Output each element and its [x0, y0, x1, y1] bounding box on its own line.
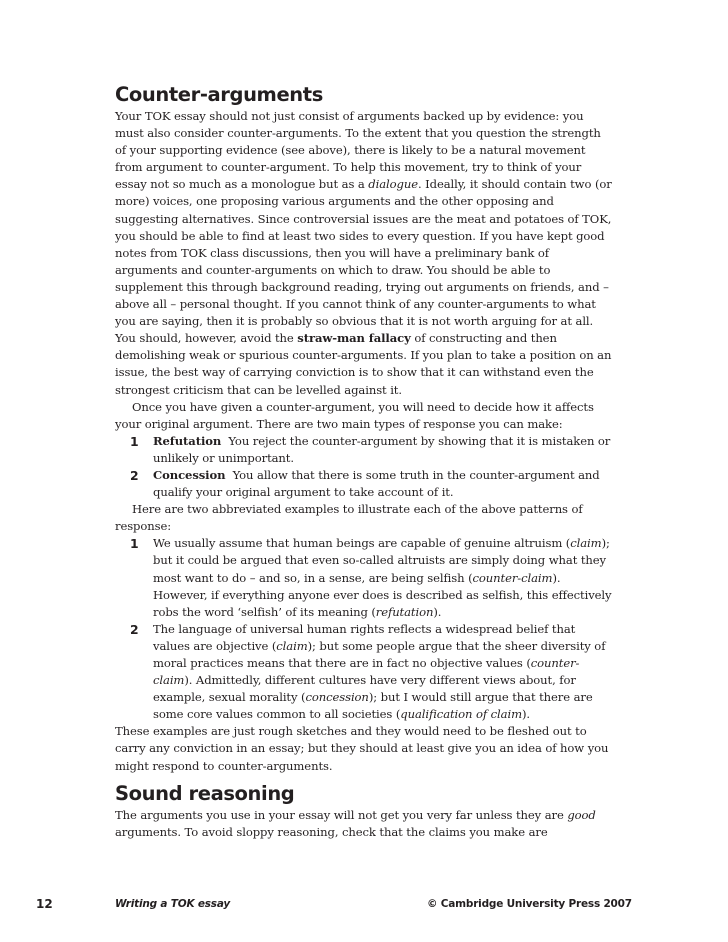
paragraph-examples-intro: Here are two abbreviated examples to illustrate each of the above patterns of response:	[115, 502, 583, 534]
term-refutation: Refutation	[153, 433, 222, 448]
list-number: 1	[130, 433, 139, 449]
paragraph-conclusion: These examples are just rough sketches and they would need to be fleshed out to carry any conviction in an essay; but they should at least give you an idea of how you might respond to counter-arguments.	[115, 724, 609, 773]
list-item: 1 We usually assume that human beings are capable of genuine altruism (claim); but it could be argued that even so-called altruists are simply doing what they most want to do – and so, in a sense, are being selfish (counter-claim). However, if everything anyone ever does is described as selfish, this effectively robs the word ‘selfish’ of its meaning (refutation).	[130, 536, 612, 619]
list-item: 2 The language of universal human rights reflects a widespread belief that values are objective (claim); but some people argue that the sheer diversity of moral practices means that there are in fact no objective values (counter-claim). Admittedly, different cultures have very different views about, for example, sexual morality (concession); but I would still argue that there are some core values common to all societies (qualification of claim).	[130, 621, 606, 722]
footer-book-title: Writing a TOK essay	[115, 898, 231, 910]
page-number: 12	[36, 897, 53, 911]
section-heading-sound-reasoning: Sound reasoning	[115, 782, 295, 805]
list-number: 1	[130, 536, 139, 552]
section-body	[115, 807, 612, 841]
paragraph-responses-intro: Once you have given a counter-argument, you will need to decide how it affects your original argument. There are two main types of response you can make:	[115, 399, 594, 431]
section-body	[115, 108, 612, 775]
list-item: 2 Concession You allow that there is some truth in the counter-argument and qualify your original argument to take account of it.	[130, 467, 604, 500]
emphasis-dialogue: dialogue	[368, 177, 418, 192]
footer-copyright: © Cambridge University Press 2007	[427, 898, 632, 910]
paragraph-sound-reasoning: The arguments you use in your essay will not get you very far unless they are good arguments. To avoid sloppy reasoning, check that the claims you make are	[115, 808, 596, 840]
term-straw-man-fallacy: straw-man fallacy	[297, 331, 411, 346]
emphasis-good: good	[567, 808, 596, 822]
list-number: 2	[130, 467, 139, 483]
term-concession: Concession	[153, 467, 226, 482]
list-number: 2	[130, 621, 139, 637]
list-item: 1 Refutation You reject the counter-argument by showing that it is mistaken or unlikely or unimportant.	[130, 433, 614, 465]
section-heading-counter-arguments: Counter-arguments	[115, 83, 323, 106]
paragraph-intro: Your TOK essay should not just consist of arguments backed up by evidence: you must also consider counter-arguments. To the extent that you question the strength of your supporting evidence (see above), there is likely to be a natural movement from argument to counter-argument. To help this movement, try to think of your essay not so much as a monologue but as a dialogue. Ideally, it should contain two (or more) voices, one proposing various arguments and the other opposing and suggesting alternatives. Since controversial issues are the meat and potatoes of TOK, you should be able to find at least two sides to every question. If you have kept good notes from TOK class discussions, then you will have a preliminary bank of arguments and counter-arguments on which to draw. You should be able to supplement this through background reading, trying out arguments on friends, and – above all – personal thought. If you cannot think of any counter-arguments to what you are saying, then it is probably so obvious that it is not worth arguing for at all. You should, however, avoid the straw-man fallacy of constructing and then demolishing weak or spurious counter-arguments. If you plan to take a position on an issue, the best way of carrying conviction is to show that it can withstand even the strongest criticism that can be levelled against it.	[115, 109, 612, 397]
sound-reasoning-section	[115, 782, 612, 841]
response-types-list	[115, 433, 612, 501]
examples-list	[115, 535, 612, 723]
counter-arguments-section	[115, 83, 612, 775]
